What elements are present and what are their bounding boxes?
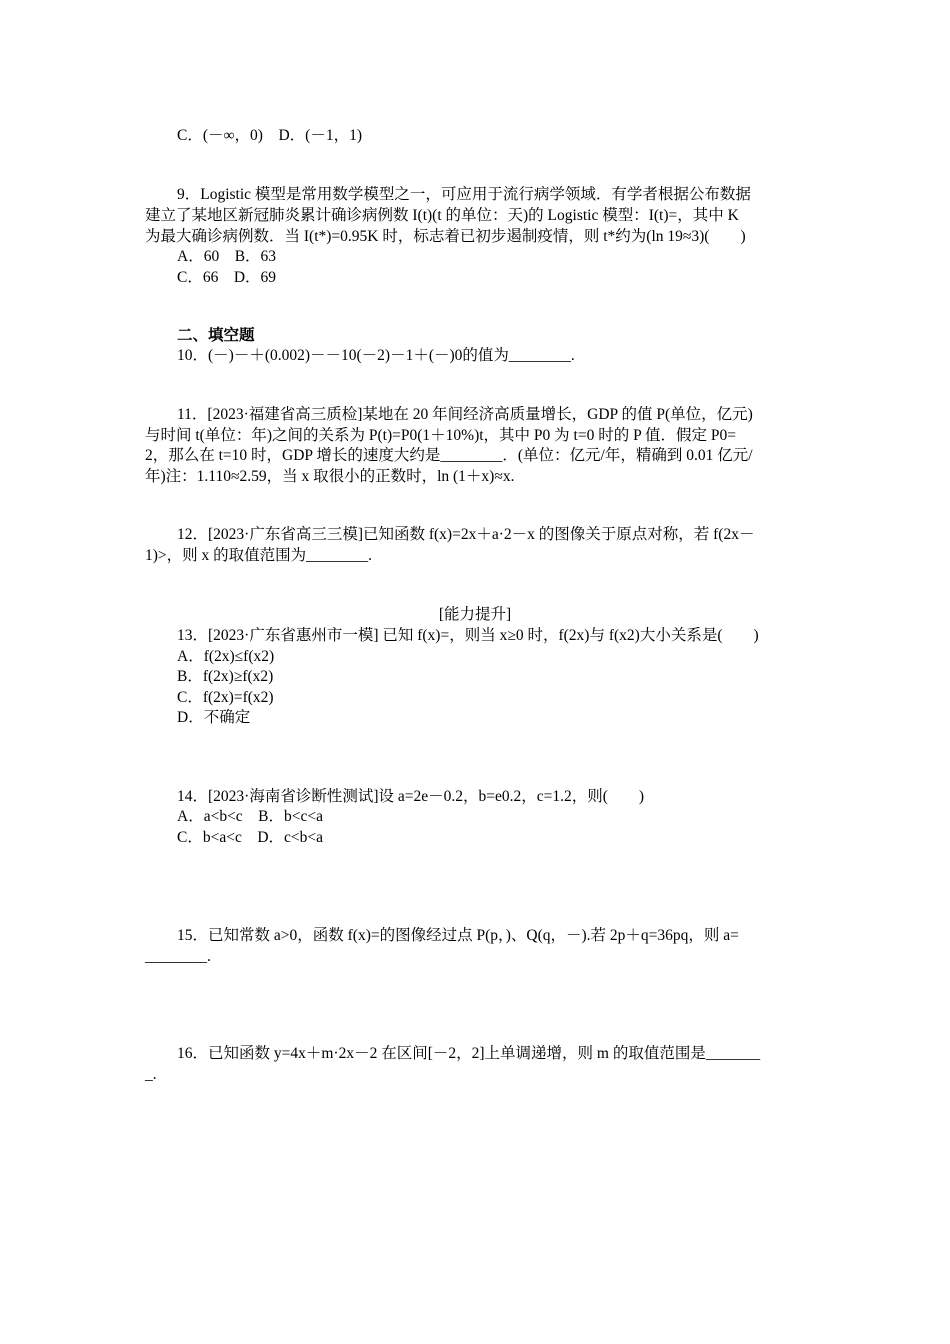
q11-line2: 与时间 t(单位：年)之间的关系为 P(t)=P0(1＋10%)t，其中 P0 为 t=0 时的 P 值．假定 P0= [145,427,736,444]
q14-option-cd: C．b<a<c D．c<b<a [177,829,324,846]
section-title-fill-in: 二、填空题 [177,327,255,344]
q9-option-ab: A．60 B．63 [177,248,277,265]
q13-stem: 13．[2023·广东省惠州市一模] 已知 f(x)=，则当 x≥0 时，f(2x)与 f(x2)大小关系是( ) [177,627,759,644]
q16-line1: 16．已知函数 y=4x＋m·2x－2 在区间[－2，2]上单调递增，则 m 的取值范围是_______ [177,1045,761,1062]
q10-stem: 10．(－)－＋(0.002)－－10(－2)－1＋(－)0的值为________. [177,347,575,364]
q14-stem: 14．[2023·海南省诊断性测试]设 a=2e－0.2，b=e0.2，c=1.2，则( ) [177,788,645,805]
q12-line2: 1)>，则 x 的取值范围为________. [145,547,373,564]
q16-line2: _. [145,1066,157,1083]
q13-option-c: C．f(2x)=f(x2) [177,689,274,706]
q8-options: C．(－∞，0) D．(－1，1) [177,127,362,144]
q15-line2: ________. [145,948,211,965]
q11-line3: 2，那么在 t=10 时，GDP 增长的速度大约是________．(单位：亿元/年，精确到 0.01 亿元/ [145,447,753,464]
q9-line2: 建立了某地区新冠肺炎累计确诊病例数 I(t)(t 的单位：天)的 Logistic 模型：I(t)=，其中 K [145,207,739,224]
q11-line4: 年)注：1.110≈2.59，当 x 取很小的正数时，ln (1＋x)≈x. [145,468,515,485]
q13-option-b: B．f(2x)≥f(x2) [177,668,274,685]
q11-line1: 11．[2023·福建省高三质检]某地在 20 年间经济高质量增长，GDP 的值 P(单位，亿元) [177,406,753,423]
ability-section-title: [能力提升] [438,606,512,623]
q14-option-ab: A．a<b<c B．b<c<a [177,808,324,825]
q9-option-cd: C．66 D．69 [177,269,277,286]
q12-line1: 12．[2023·广东省高三三模]已知函数 f(x)=2x＋a·2－x 的图像关于原点对称，若 f(2x－ [177,526,755,543]
q13-option-a: A．f(2x)≤f(x2) [177,648,275,665]
q15-line1: 15．已知常数 a>0，函数 f(x)=的图像经过点 P(p，)、Q(q，－).若 2p＋q=36pq，则 a= [177,927,739,944]
q13-option-d: D．不确定 [177,709,251,726]
q9-line1: 9．Logistic 模型是常用数学模型之一，可应用于流行病学领域．有学者根据公布数据 [177,186,751,203]
q9-line3: 为最大确诊病例数．当 I(t*)=0.95K 时，标志着已初步遏制疫情，则 t*约为(ln 19≈3)( ) [145,228,746,245]
